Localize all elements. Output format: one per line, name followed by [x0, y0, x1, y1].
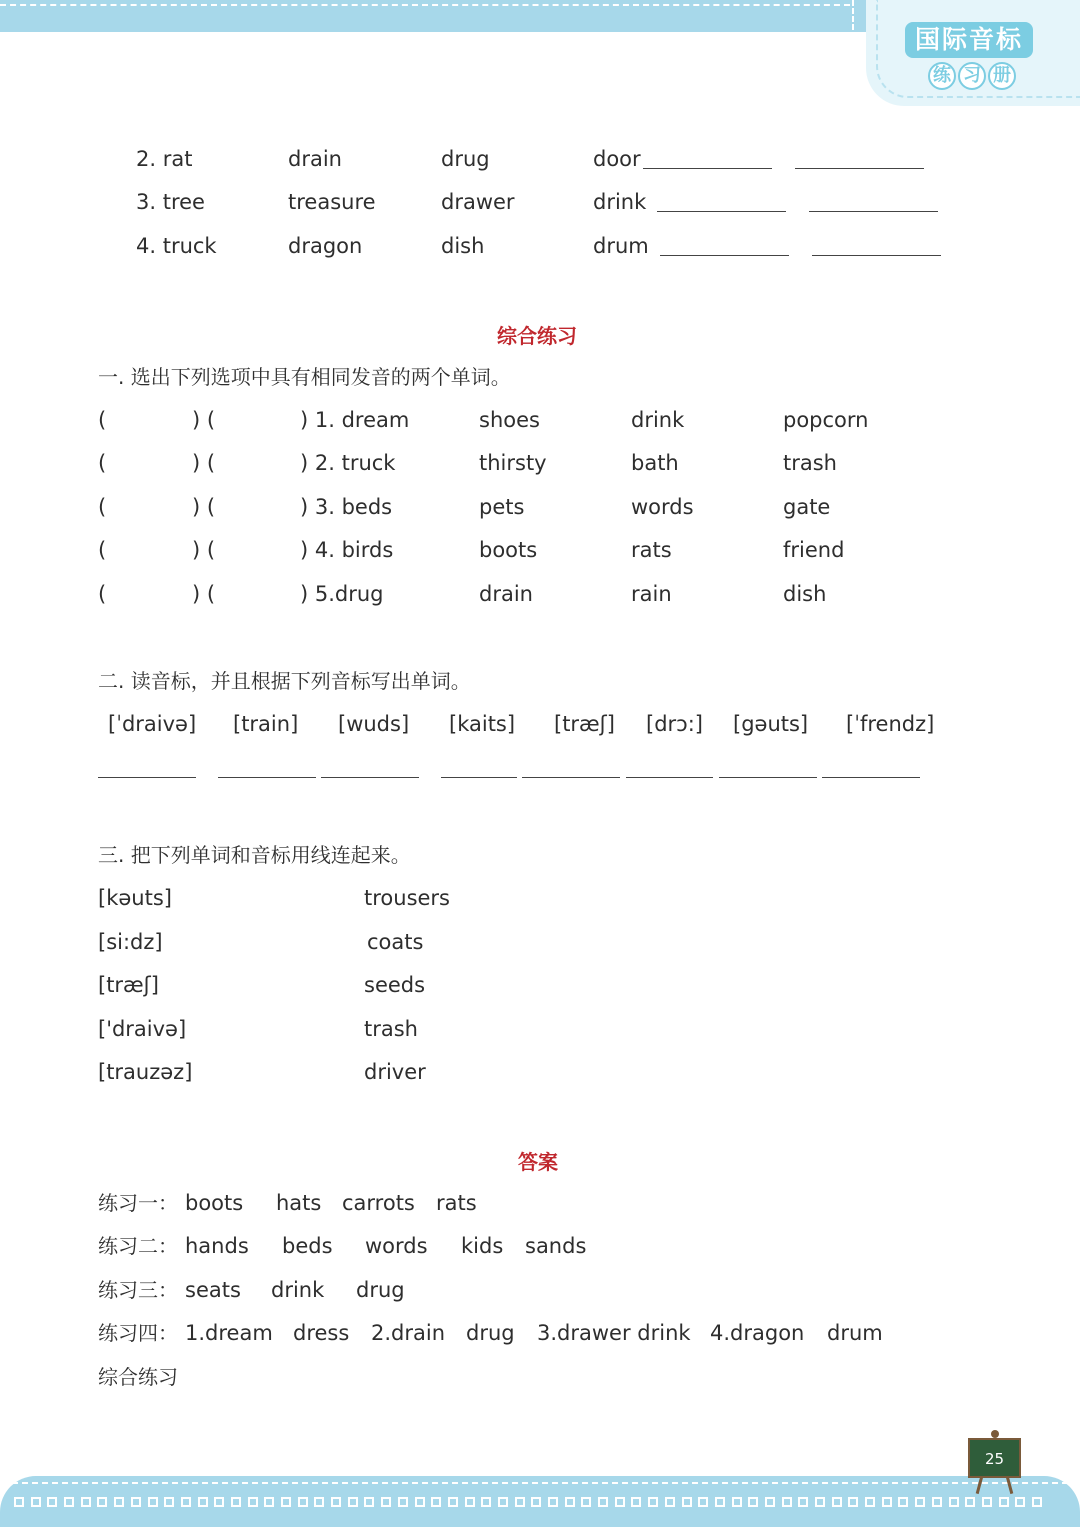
answer-blank[interactable]	[657, 211, 786, 212]
footer-square	[81, 1497, 91, 1507]
phonetic: [drɔ:]	[646, 712, 703, 736]
option-word: boots	[479, 538, 538, 562]
option-word: words	[631, 495, 694, 519]
logo-sub-char: 册	[988, 62, 1016, 90]
word: treasure	[288, 190, 376, 214]
match-word[interactable]: driver	[364, 1060, 426, 1084]
answer-blank[interactable]	[643, 168, 772, 169]
bracket-open[interactable]: (	[98, 408, 107, 432]
footer-square	[14, 1497, 24, 1507]
footer-square	[1015, 1497, 1025, 1507]
answer-blank[interactable]	[441, 777, 517, 778]
footer-square	[531, 1497, 541, 1507]
answer-label: 练习三：	[98, 1278, 178, 1302]
answer-word: hands	[185, 1234, 249, 1258]
footer-square	[298, 1497, 308, 1507]
option-word: dish	[783, 582, 827, 606]
answer-blank[interactable]	[98, 777, 196, 778]
answer-blank[interactable]	[812, 255, 941, 256]
answer-word: words	[365, 1234, 428, 1258]
footer-square	[565, 1497, 575, 1507]
footer-square	[264, 1497, 274, 1507]
footer-square	[47, 1497, 57, 1507]
bracket-open[interactable]: (	[98, 451, 107, 475]
footer-square	[198, 1497, 208, 1507]
footer-square	[465, 1497, 475, 1507]
word: dragon	[288, 234, 363, 258]
answer-word: hats	[276, 1191, 322, 1215]
phonetic: [wuds]	[338, 712, 410, 736]
bracket-mid[interactable]: ) (	[192, 451, 216, 475]
footer-square	[932, 1497, 942, 1507]
answer-word: drug	[356, 1278, 405, 1302]
answer-blank[interactable]	[719, 777, 817, 778]
footer-square	[331, 1497, 341, 1507]
answer-blank[interactable]	[321, 777, 419, 778]
option-word: bath	[631, 451, 679, 475]
option-word: thirsty	[479, 451, 547, 475]
row-number-word: 4. truck	[136, 234, 217, 258]
phonetic: [træʃ]	[554, 712, 615, 736]
question-word: ) 2. truck	[300, 451, 396, 475]
answer-word: sands	[525, 1234, 587, 1258]
footer-square	[515, 1497, 525, 1507]
bracket-mid[interactable]: ) (	[192, 582, 216, 606]
answer-word: drum	[827, 1321, 883, 1345]
footer-square	[815, 1497, 825, 1507]
footer-square	[398, 1497, 408, 1507]
footer-square	[915, 1497, 925, 1507]
chalkboard-hanger	[991, 1430, 999, 1438]
option-word: gate	[783, 495, 831, 519]
phonetic: [kaits]	[449, 712, 516, 736]
footer-square	[97, 1497, 107, 1507]
answer-word: 4.dragon	[710, 1321, 805, 1345]
answer-blank[interactable]	[522, 777, 620, 778]
word: drum	[593, 234, 649, 258]
option-word: pets	[479, 495, 525, 519]
option-word: drink	[631, 408, 685, 432]
option-word: trash	[783, 451, 837, 475]
row-number-word: 3. tree	[136, 190, 205, 214]
footer-square	[882, 1497, 892, 1507]
answer-word: seats	[185, 1278, 241, 1302]
phonetic: [ˈdraivə]	[108, 712, 197, 736]
footer-square	[31, 1497, 41, 1507]
footer-square	[314, 1497, 324, 1507]
footer-square	[999, 1497, 1009, 1507]
footer-square	[865, 1497, 875, 1507]
logo-sub-char: 练	[928, 62, 956, 90]
answer-word: kids	[461, 1234, 504, 1258]
bracket-open[interactable]: (	[98, 495, 107, 519]
footer-square	[832, 1497, 842, 1507]
logo-sub-char: 习	[958, 62, 986, 90]
part3-instruction: 三. 把下列单词和音标用线连起来。	[98, 843, 411, 867]
option-word: drain	[479, 582, 533, 606]
answer-label: 练习一：	[98, 1191, 178, 1215]
footer-square	[665, 1497, 675, 1507]
word: drain	[288, 147, 342, 171]
footer-square	[598, 1497, 608, 1507]
footer-square	[798, 1497, 808, 1507]
section-title-comprehensive: 综合练习	[497, 324, 577, 348]
part2-instruction: 二. 读音标，并且根据下列音标写出单词。	[98, 669, 471, 693]
footer-square	[148, 1497, 158, 1507]
word: drink	[593, 190, 647, 214]
word: drug	[441, 147, 490, 171]
footer-square	[281, 1497, 291, 1507]
answer-word: dress	[293, 1321, 350, 1345]
page-number: 25	[984, 1450, 1005, 1468]
answer-word: 1.dream	[185, 1321, 273, 1345]
answer-blank[interactable]	[822, 777, 920, 778]
answer-word: drug	[466, 1321, 515, 1345]
match-phonetic[interactable]: [trauzəz]	[98, 1060, 193, 1084]
footer-square	[982, 1497, 992, 1507]
match-phonetic[interactable]: [kəuts]	[98, 886, 172, 910]
match-phonetic[interactable]: [si:dz]	[98, 930, 163, 954]
part1-instruction: 一. 选出下列选项中具有相同发音的两个单词。	[98, 365, 511, 389]
footer-square	[648, 1497, 658, 1507]
answer-word: drink	[271, 1278, 325, 1302]
footer-square	[181, 1497, 191, 1507]
header-band-stitch	[0, 4, 850, 6]
footer-square	[765, 1497, 775, 1507]
footer-square	[615, 1497, 625, 1507]
question-word: ) 1. dream	[300, 408, 410, 432]
option-word: popcorn	[783, 408, 869, 432]
footer-square	[498, 1497, 508, 1507]
footer-square	[164, 1497, 174, 1507]
bracket-mid[interactable]: ) (	[192, 495, 216, 519]
footer-square	[415, 1497, 425, 1507]
answer-blank[interactable]	[626, 777, 713, 778]
option-word: friend	[783, 538, 845, 562]
footer-square	[631, 1497, 641, 1507]
answer-blank[interactable]	[218, 777, 316, 778]
bracket-mid[interactable]: ) (	[192, 408, 216, 432]
answer-word: beds	[282, 1234, 333, 1258]
match-phonetic[interactable]: ['draivə]	[98, 1017, 187, 1041]
question-word: ) 3. beds	[300, 495, 393, 519]
footer-square	[848, 1497, 858, 1507]
answer-label: 练习四：	[98, 1321, 178, 1345]
answer-blank[interactable]	[809, 211, 938, 212]
answer-blank[interactable]	[795, 168, 924, 169]
match-word[interactable]: trash	[364, 1017, 418, 1041]
answer-word: boots	[185, 1191, 244, 1215]
option-word: rats	[631, 538, 672, 562]
answer-label-comprehensive: 综合练习	[98, 1365, 178, 1389]
answer-label: 练习二：	[98, 1234, 178, 1258]
option-word: rain	[631, 582, 672, 606]
footer-square	[898, 1497, 908, 1507]
footer-square	[114, 1497, 124, 1507]
footer-square	[715, 1497, 725, 1507]
answer-blank[interactable]	[660, 255, 789, 256]
answer-word: 3.drawer drink	[537, 1321, 691, 1345]
bracket-mid[interactable]: ) (	[192, 538, 216, 562]
footer-square	[1032, 1497, 1042, 1507]
footer-square	[782, 1497, 792, 1507]
header-band-stitch-vertical	[852, 0, 854, 30]
answer-word: carrots	[342, 1191, 415, 1215]
footer-square-pattern	[14, 1497, 1066, 1511]
bracket-open[interactable]: (	[98, 582, 107, 606]
footer-square	[214, 1497, 224, 1507]
footer-square	[949, 1497, 959, 1507]
word: door	[593, 147, 641, 171]
answer-word: rats	[436, 1191, 477, 1215]
footer-square	[965, 1497, 975, 1507]
footer-square	[381, 1497, 391, 1507]
match-word[interactable]: seeds	[364, 973, 426, 997]
footer-square	[682, 1497, 692, 1507]
footer-square	[581, 1497, 591, 1507]
section-title-answers: 答案	[518, 1150, 558, 1174]
footer-square	[131, 1497, 141, 1507]
footer-square	[748, 1497, 758, 1507]
footer-square	[64, 1497, 74, 1507]
phonetic: [gəuts]	[733, 712, 809, 736]
logo-title: 国际音标	[905, 22, 1033, 58]
option-word: shoes	[479, 408, 540, 432]
footer-square	[448, 1497, 458, 1507]
word: drawer	[441, 190, 515, 214]
row-number-word: 2. rat	[136, 147, 193, 171]
answer-word: 2.drain	[371, 1321, 446, 1345]
question-word: ) 4. birds	[300, 538, 394, 562]
footer-stitch	[12, 1482, 1068, 1484]
footer-square	[481, 1497, 491, 1507]
question-word: ) 5.drug	[300, 582, 384, 606]
match-word[interactable]: trousers	[364, 886, 450, 910]
footer-square	[548, 1497, 558, 1507]
footer-square	[732, 1497, 742, 1507]
phonetic: [ˈfrendz]	[846, 712, 935, 736]
footer-square	[698, 1497, 708, 1507]
word: dish	[441, 234, 485, 258]
match-word[interactable]: coats	[367, 930, 424, 954]
footer-square	[431, 1497, 441, 1507]
footer-square	[348, 1497, 358, 1507]
footer-square	[364, 1497, 374, 1507]
footer-square	[231, 1497, 241, 1507]
match-phonetic[interactable]: [træʃ]	[98, 973, 159, 997]
phonetic: [train]	[233, 712, 299, 736]
logo-subtitle	[928, 62, 1018, 88]
bracket-open[interactable]: (	[98, 538, 107, 562]
footer-square	[248, 1497, 258, 1507]
